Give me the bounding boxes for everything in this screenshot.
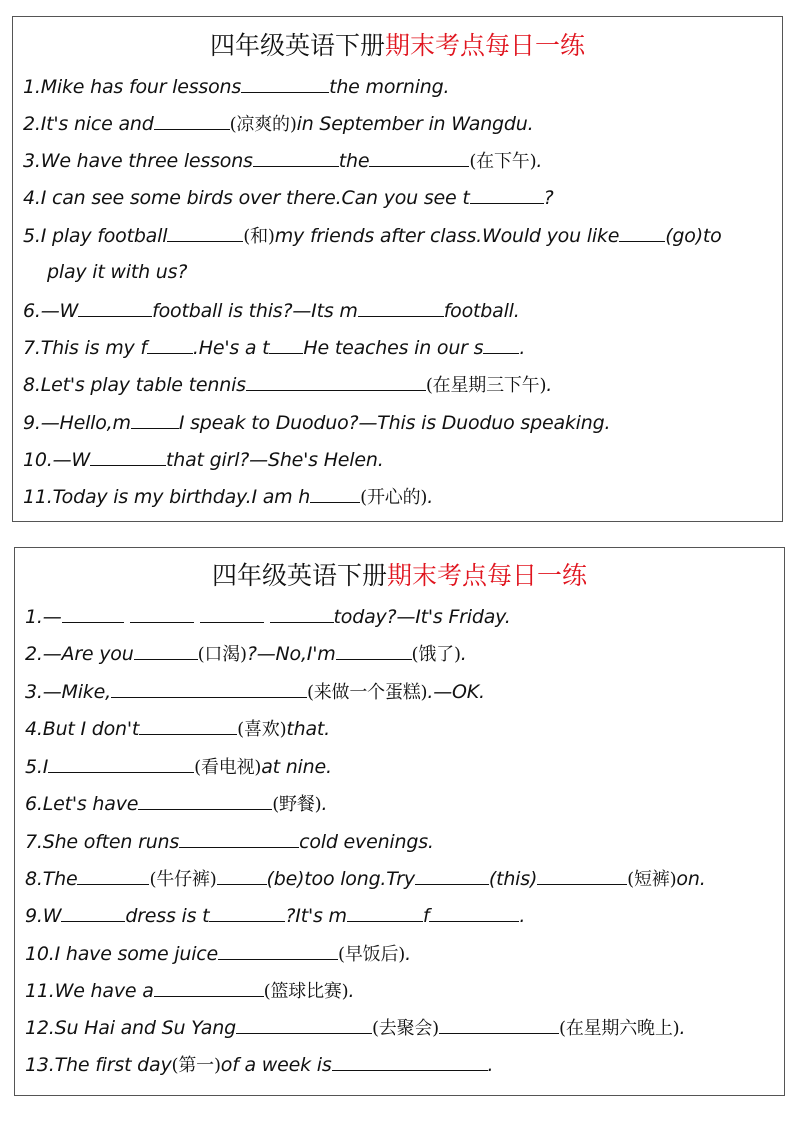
- title-grade: 四年级英语下册: [209, 31, 385, 60]
- question-6: 6.Let's have (野餐).: [25, 790, 327, 818]
- answer-blank[interactable]: [90, 446, 166, 466]
- answer-blank[interactable]: [619, 222, 665, 242]
- question-4: 4.I can see some birds over there.Can you see t ?: [23, 184, 554, 211]
- question-2: 2.It's nice and (凉爽的)in September in Wangdu.: [23, 110, 533, 138]
- title-highlight: 期末考点每日一练: [387, 561, 588, 590]
- answer-blank[interactable]: [111, 678, 307, 698]
- answer-blank[interactable]: [131, 409, 179, 429]
- answer-blank[interactable]: [269, 334, 303, 354]
- answer-blank[interactable]: [347, 902, 423, 922]
- question-10: 10.I have some juice (早饭后).: [25, 940, 411, 968]
- answer-blank[interactable]: [167, 222, 243, 242]
- question-8: 8.The (牛仔裤) (be)too long.Try (this) (短裤)on.: [25, 865, 706, 893]
- answer-blank[interactable]: [154, 977, 264, 997]
- answer-blank[interactable]: [77, 865, 149, 885]
- question-11: 11.We have a (篮球比赛).: [25, 977, 354, 1005]
- question-7: 7.This is my f .He's a t He teaches in our s .: [23, 334, 525, 361]
- question-9: 9.W dress is t ?It's m f .: [25, 902, 525, 929]
- answer-blank[interactable]: [369, 147, 469, 167]
- answer-blank[interactable]: [217, 865, 267, 885]
- answer-blank[interactable]: [253, 147, 339, 167]
- card-title: [15, 561, 784, 591]
- answer-blank[interactable]: [429, 902, 519, 922]
- answer-blank[interactable]: [130, 603, 194, 623]
- question-3: 3.We have three lessons the (在下午).: [23, 147, 542, 175]
- answer-blank[interactable]: [147, 334, 193, 354]
- answer-blank[interactable]: [134, 640, 198, 660]
- card-title: [13, 31, 782, 61]
- title-grade: 四年级英语下册: [211, 561, 387, 590]
- answer-blank[interactable]: [246, 371, 426, 391]
- answer-blank[interactable]: [415, 865, 489, 885]
- exercise-card-1: [12, 16, 783, 522]
- answer-blank[interactable]: [439, 1014, 559, 1034]
- question-2: 2.—Are you (口渴)?—No,I'm (饿了).: [25, 640, 467, 668]
- answer-blank[interactable]: [483, 334, 519, 354]
- question-13: 13.The first day(第一)of a week is .: [25, 1051, 493, 1079]
- question-11: 11.Today is my birthday.I am h (开心的).: [23, 483, 433, 511]
- question-5: 5.I play football (和)my friends after class.Would you like (go)to: [23, 222, 722, 250]
- question-1: 1.Mike has four lessons the morning.: [23, 73, 449, 100]
- answer-blank[interactable]: [78, 297, 152, 317]
- question-12: 12.Su Hai and Su Yang (去聚会) (在星期六晚上).: [25, 1014, 685, 1042]
- question-8: 8.Let's play table tennis (在星期三下午).: [23, 371, 552, 399]
- answer-blank[interactable]: [200, 603, 264, 623]
- answer-blank[interactable]: [270, 603, 334, 623]
- title-highlight: 期末考点每日一练: [385, 31, 586, 60]
- question-4: 4.But I don't (喜欢)that.: [25, 715, 330, 743]
- answer-blank[interactable]: [332, 1051, 488, 1071]
- question-9: 9.—Hello,m I speak to Duoduo?—This is Duoduo speaking.: [23, 409, 610, 436]
- answer-blank[interactable]: [179, 828, 299, 848]
- answer-blank[interactable]: [62, 603, 124, 623]
- question-10: 10.—W that girl?—She's Helen.: [23, 446, 384, 473]
- answer-blank[interactable]: [358, 297, 444, 317]
- answer-blank[interactable]: [470, 184, 544, 204]
- question-5: 5.I (看电视)at nine.: [25, 753, 332, 781]
- answer-blank[interactable]: [139, 715, 237, 735]
- exercise-card-2: [14, 547, 785, 1096]
- question-7: 7.She often runs cold evenings.: [25, 828, 434, 855]
- answer-blank[interactable]: [138, 790, 272, 810]
- answer-blank[interactable]: [236, 1014, 372, 1034]
- answer-blank[interactable]: [241, 73, 329, 93]
- question-6: 6.—W football is this?—Its m football.: [23, 297, 520, 324]
- answer-blank[interactable]: [537, 865, 627, 885]
- answer-blank[interactable]: [154, 110, 230, 130]
- question-5-continued: play it with us?: [47, 261, 188, 283]
- question-1: 1.— today?—It's Friday.: [25, 603, 511, 630]
- answer-blank[interactable]: [209, 902, 285, 922]
- answer-blank[interactable]: [48, 753, 194, 773]
- question-3: 3.—Mike, (来做一个蛋糕).—OK.: [25, 678, 485, 706]
- answer-blank[interactable]: [61, 902, 125, 922]
- answer-blank[interactable]: [310, 483, 360, 503]
- answer-blank[interactable]: [336, 640, 412, 660]
- answer-blank[interactable]: [218, 940, 338, 960]
